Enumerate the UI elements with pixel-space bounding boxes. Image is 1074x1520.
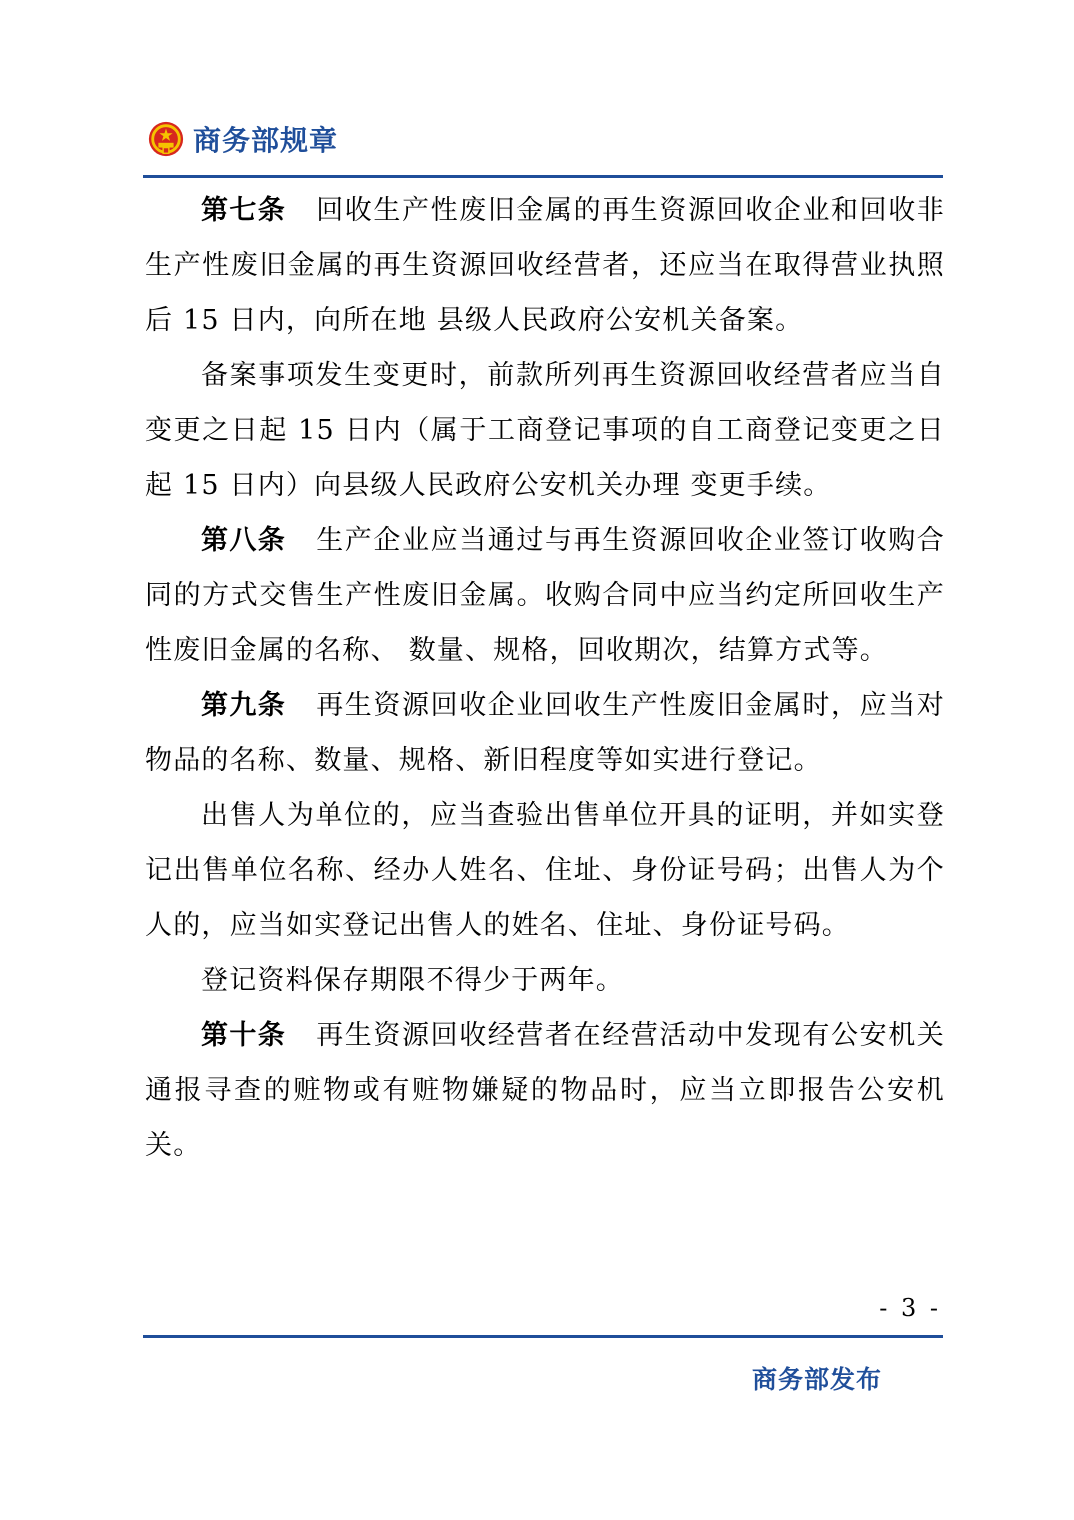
document-body	[145, 183, 945, 1173]
national-emblem-icon	[147, 120, 185, 158]
article-heading: 第八条	[201, 525, 287, 556]
article-7-paragraph	[145, 183, 945, 348]
article-8-paragraph	[145, 513, 945, 678]
paragraph-text: 生产企业应当通过与再生资源回收企业签订收购合同的方式交售生产性废旧金属。收购合同中应当约定所回收生产性废旧金属的名称、 数量、规格，回收期次，结算方式等。	[145, 525, 945, 666]
page-header	[147, 114, 338, 164]
article-7-clause-2	[145, 348, 945, 513]
article-heading: 第九条	[201, 690, 287, 721]
footer-publisher: 商务部发布	[752, 1365, 883, 1394]
article-9-paragraph	[145, 678, 945, 788]
page-number: - 3 -	[879, 1294, 941, 1322]
article-heading: 第十条	[201, 1020, 287, 1051]
article-9-clause-2	[145, 788, 945, 953]
footer-divider	[143, 1335, 943, 1338]
header-title: 商务部规章	[193, 124, 339, 157]
paragraph-text: 回收生产性废旧金属的再生资源回收企业和回收非生产性废旧金属的再生资源回收经营者，还应当在取得营业执照后 15 日内，向所在地 县级人民政府公安机关备案。	[145, 195, 945, 336]
article-10-paragraph	[145, 1008, 945, 1173]
paragraph-text: 出售人为单位的，应当查验出售单位开具的证明，并如实登记出售单位名称、经办人姓名、住址、身份证号码；出售人为个人的，应当如实登记出售人的姓名、住址、身份证号码。	[145, 800, 945, 941]
paragraph-text: 登记资料保存期限不得少于两年。	[201, 965, 624, 996]
article-9-clause-3	[145, 953, 945, 1008]
header-divider	[143, 175, 943, 178]
paragraph-text: 再生资源回收企业回收生产性废旧金属时，应当对物品的名称、数量、规格、新旧程度等如实进行登记。	[145, 690, 945, 776]
paragraph-text: 再生资源回收经营者在经营活动中发现有公安机关通报寻查的赃物或有赃物嫌疑的物品时，应当立即报告公安机关。	[145, 1020, 945, 1161]
article-heading: 第七条	[201, 195, 287, 226]
paragraph-text: 备案事项发生变更时，前款所列再生资源回收经营者应当自变更之日起 15 日内（属于工商登记事项的自工商登记变更之日起 15 日内）向县级人民政府公安机关办理 变更手续。	[145, 360, 945, 501]
